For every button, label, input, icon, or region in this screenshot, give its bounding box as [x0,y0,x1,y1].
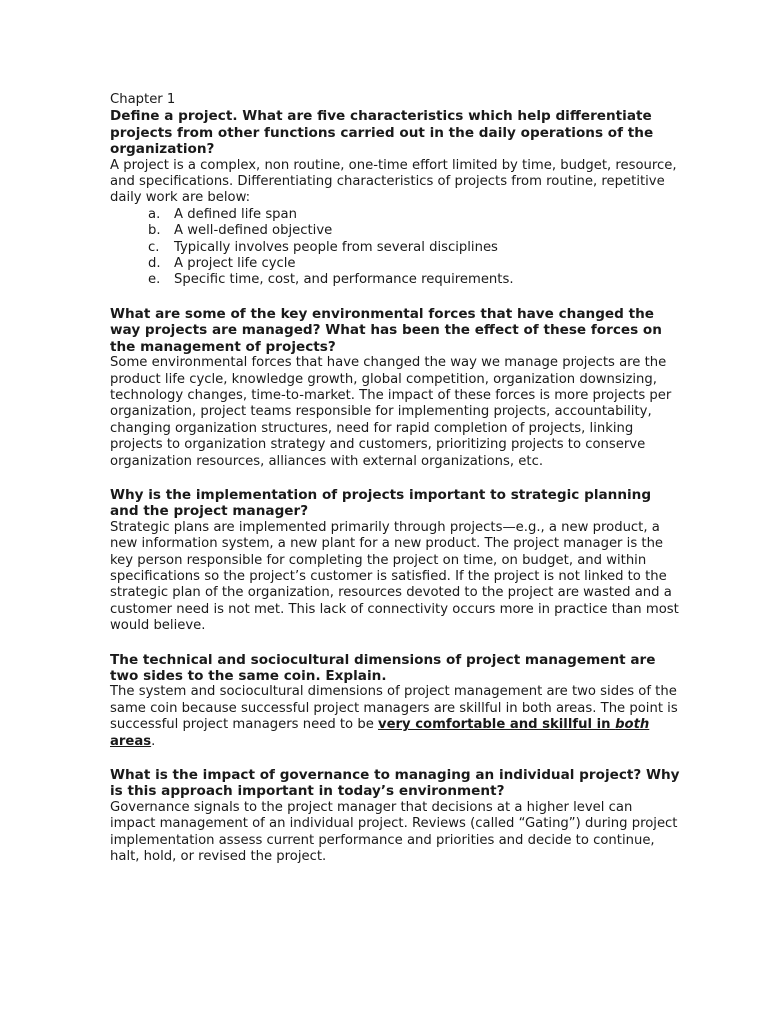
answer-3: Strategic plans are implemented primarily through projects—e.g., a new product, a new information system, a new plant for a new product. The project manager is the key person responsible for completing the project on time, on budget, and within specifications so the project’s customer is satisfied. If the project is not linked to the strategic plan of the organization, resources devoted to the project are wasted and a customer need is not met. This lack of connectivity occurs more in practice than most would believe. [110,519,679,634]
question-4: The technical and sociocultural dimensions of project management are two sides to the same coin. Explain. [110,651,656,684]
question-5: What is the impact of governance to managing an individual project? Why is this approach important in today’s environment? [110,767,680,800]
question-3: Why is the implementation of projects important to strategic planning and the project manager? [110,486,652,520]
chapter-heading: Chapter 1 [110,92,176,107]
question-1: Define a project. What are five characteristics which help differentiate projects from other functions carried out in the daily operations of the organization? [110,108,654,158]
section-define-project [110,108,680,288]
answer-1: A project is a complex, non routine, one-time effort limited by time, budget, resource, and specifications. Differentiating characteristics of projects from routine, repetitive daily work are below: [110,157,677,206]
section-two-sides-coin [110,652,680,750]
answer-5: Governance signals to the project manager that decisions at a higher level can impact management of an individual project. Reviews (called “Gating”) during project implementation assess current performance and priorities and decide to continue, halt, hold, or revised the project. [110,799,678,865]
list-item: a. A defined life span [148,206,297,222]
emphasized-phrase: very comfortable and skillful in both areas [110,717,650,749]
characteristics-list [110,207,680,289]
list-item: c. Typically involves people from several disciplines [148,239,498,255]
answer-2: Some environmental forces that have changed the way we manage projects are the product life cycle, knowledge growth, global competition, organization downsizing, technology changes, time-to-market. The impact of these forces is more projects per organization, project teams responsible for implementing projects, accountability, changing organization structures, need for rapid completion of projects, linking projects to organization strategy and customers, prioritizing projects to conserve organization resources, alliances with external organizations, etc. [110,355,672,469]
list-item: b. A well-defined objective [148,223,333,239]
list-item: e. Specific time, cost, and performance requirements. [148,272,514,288]
section-environmental-forces [110,306,680,470]
question-2: What are some of the key environmental forces that have changed the way projects are managed? What has been the effect of these forces on the management of projects? [110,305,662,355]
list-item: d. A project life cycle [148,256,296,272]
section-governance [110,767,680,865]
answer-4: The system and sociocultural dimensions of project management are two sides of the same coin because successful project managers are skillful in both areas. The point is successful project managers need to be very comfortable and skillful in both areas. [110,684,678,749]
section-strategic-planning [110,487,680,635]
document-page [110,92,680,882]
